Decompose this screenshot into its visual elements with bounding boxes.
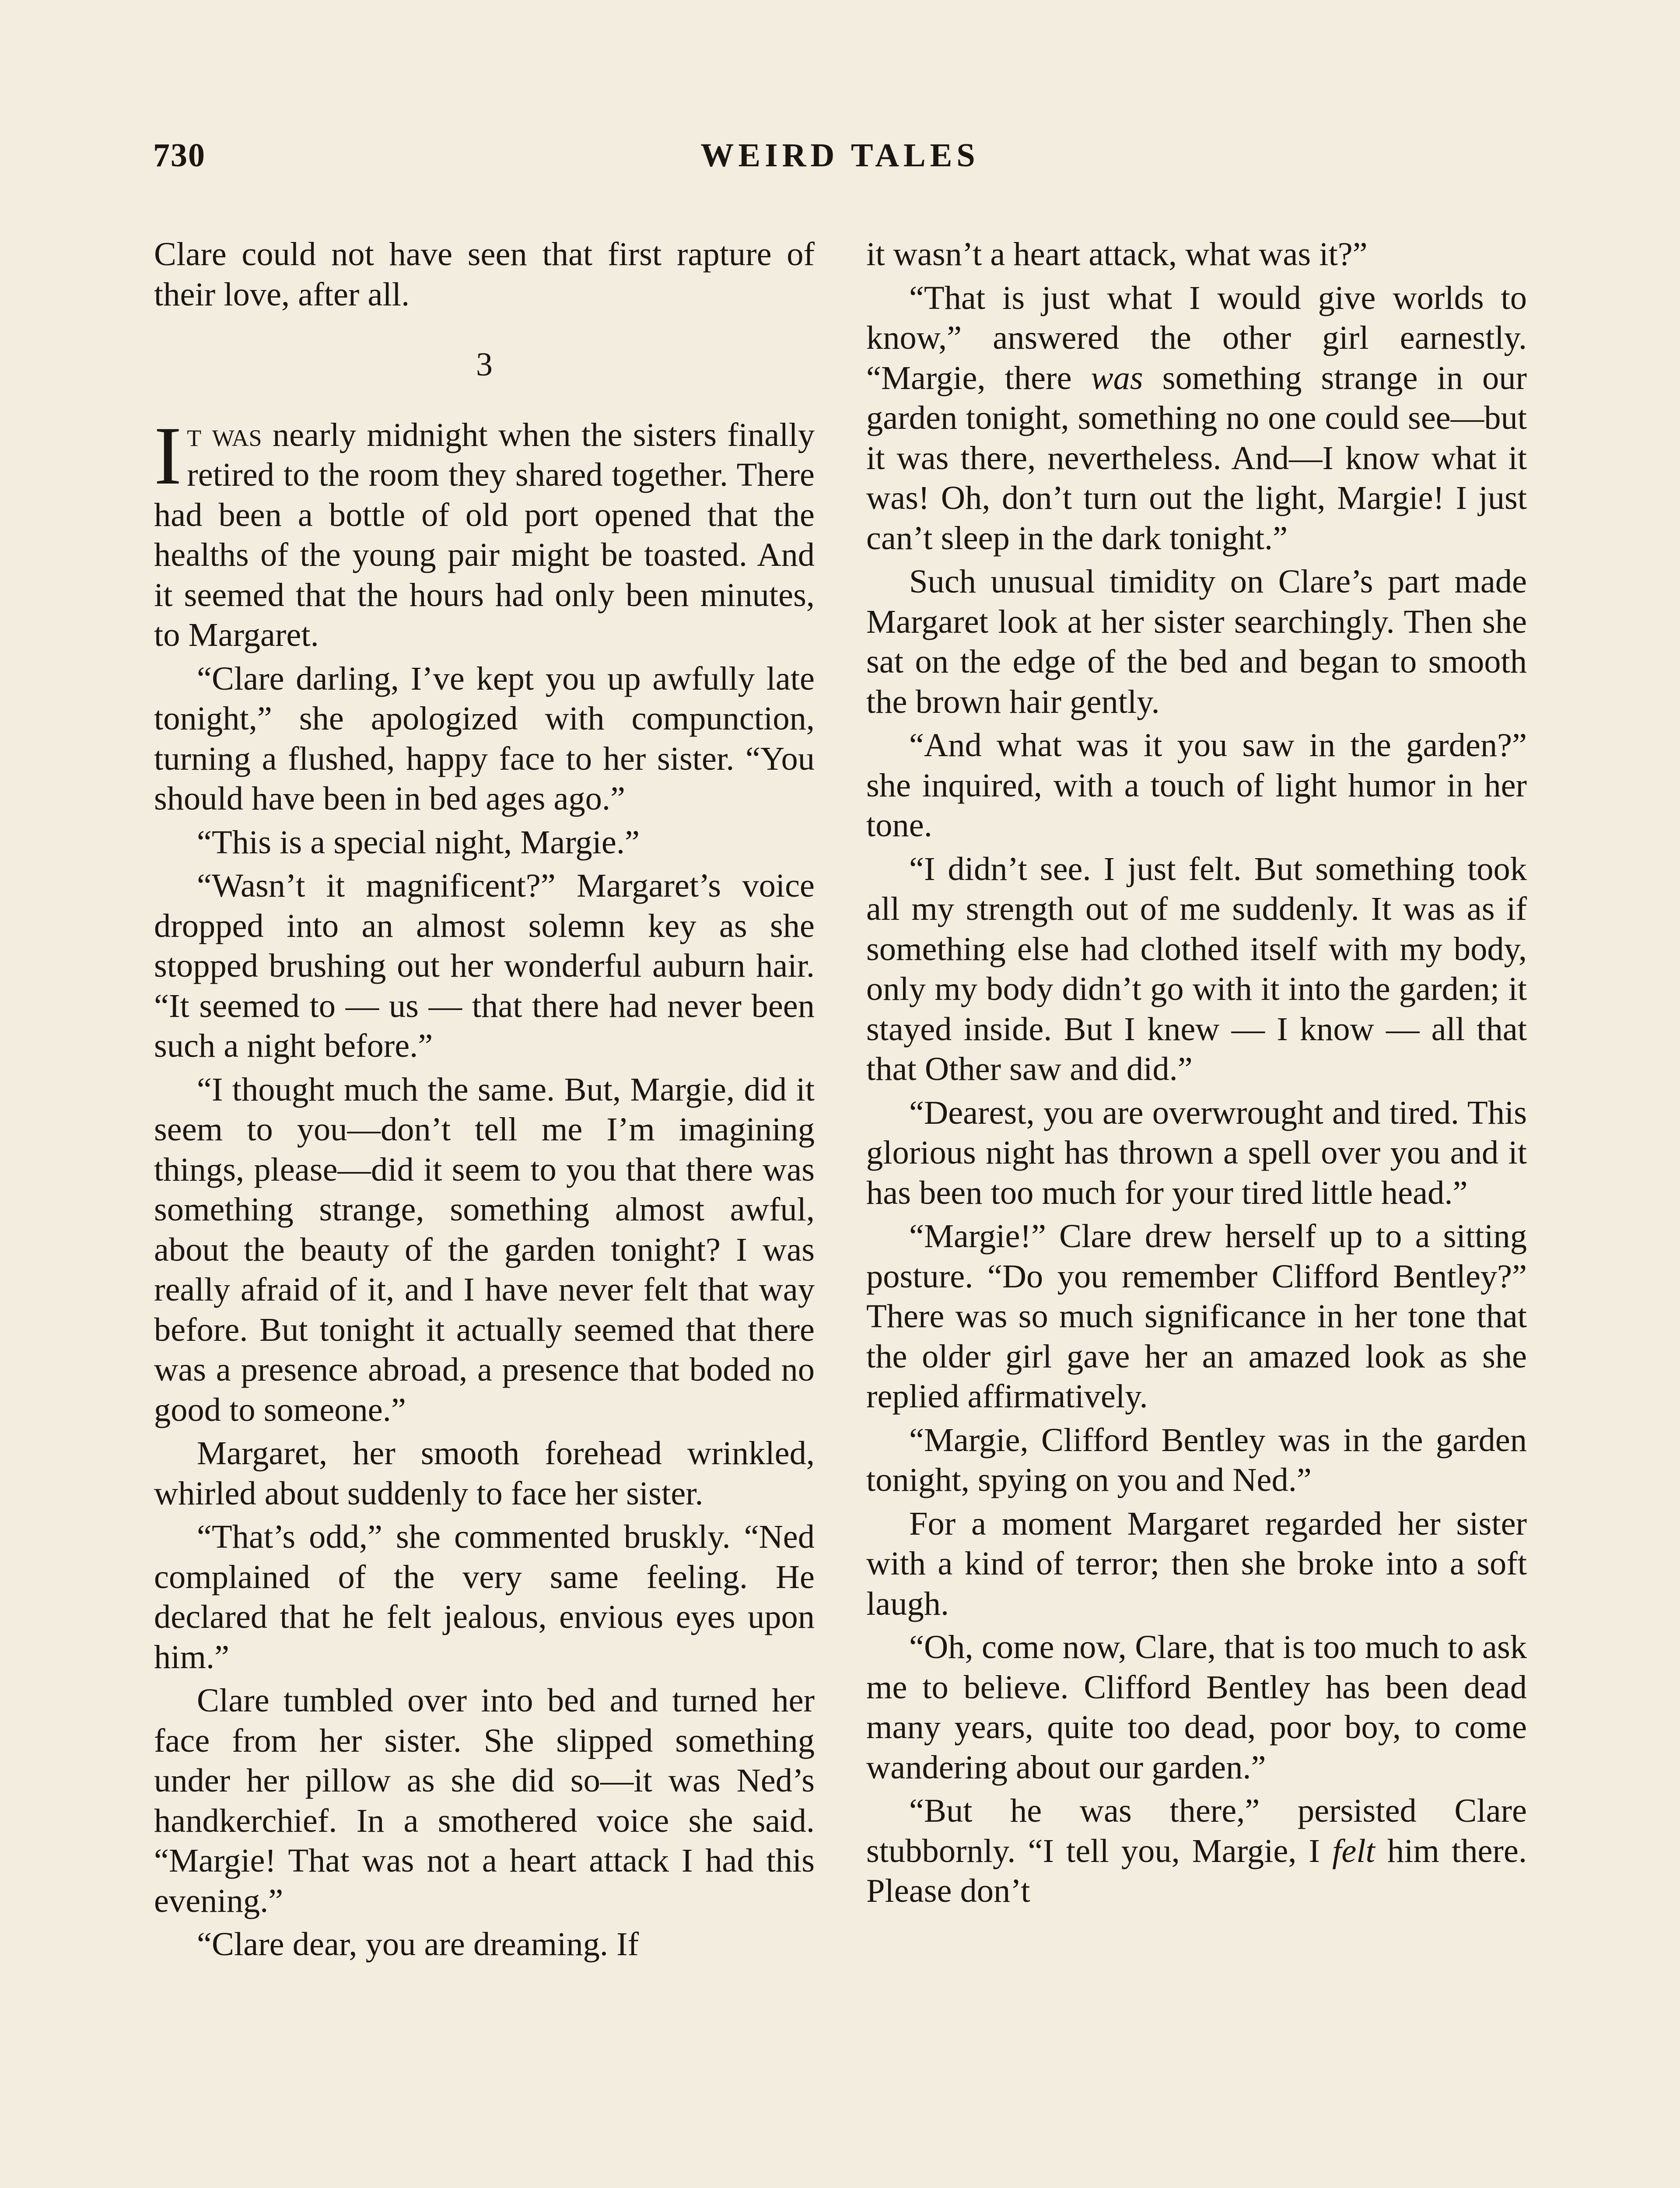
emphasis: felt	[1332, 1832, 1375, 1869]
right-column	[866, 234, 1527, 2188]
paragraph: Such unusual timidity on Clare’s part made Margaret look at her sister searchingly. Then she sat on the edge of the bed and began to smooth the brown hair gently.	[866, 563, 1527, 720]
drop-cap: I	[154, 410, 182, 502]
paragraph-text: “But he was there,” persisted Clare stubbornly. “I tell you, Margie, I	[866, 1792, 1527, 1869]
paragraph: For a moment Margaret regarded her sister with a kind of terror; then she broke into a soft laugh.	[866, 1504, 1527, 1622]
page-number: 730	[153, 137, 206, 174]
running-head: WEIRD TALES	[700, 137, 980, 174]
section-number: 3	[476, 346, 493, 383]
paragraph: Margaret, her smooth forehead wrinkled, whirled about suddenly to face her sister.	[154, 1434, 815, 1512]
paragraph	[866, 1791, 1527, 1911]
paragraph: Clare could not have seen that first rapture of their love, after all.	[154, 235, 815, 313]
paragraph: “Margie, Clifford Bentley was in the garden tonight, spying on you and Ned.”	[866, 1421, 1527, 1498]
paragraph: “Clare darling, I’ve kept you up awfully late tonight,” she apologized with compunction, turning a flushed, happy face to her sister. “You should have been in bed ages ago.”	[154, 659, 815, 817]
smallcaps-opening: t was	[187, 416, 262, 453]
paragraph-text: “That is just what I would give worlds to know,” answered the other girl earnestly. “Margie, there	[866, 279, 1527, 396]
paragraph: “And what was it you saw in the garden?” she inquired, with a touch of light humor in her tone.	[866, 726, 1527, 844]
paragraph-text: nearly midnight when the sisters finally retired to the room they shared together. There had been a bottle of old port opened that the healths of the young pair might be toasted. And it seemed that the hours had only been minutes, to Margaret.	[154, 416, 815, 653]
paragraph: “Margie!” Clare drew herself up to a sitting posture. “Do you remember Clifford Bentley?” There was so much significance in her tone that the older girl gave her an amazed look as she replied affirmatively.	[866, 1217, 1527, 1415]
paragraph: “Dearest, you are overwrought and tired. This glorious night has thrown a spell over you and it has been too much for your tired little head.”	[866, 1094, 1527, 1211]
paragraph: “Oh, come now, Clare, that is too much to ask me to believe. Clifford Bentley has been dead many years, quite too dead, poor boy, to come wandering about our garden.”	[866, 1628, 1527, 1786]
paragraph: “That’s odd,” she commented bruskly. “Ned complained of the very same feeling. He declared that he felt jealous, envious eyes upon him.”	[154, 1518, 815, 1676]
left-column	[154, 234, 815, 2188]
paragraph: “Wasn’t it magnificent?” Margaret’s voice dropped into an almost solemn key as she stopped brushing out her wonderful auburn hair. “It seemed to — us — that there had never been such a night before.”	[154, 867, 815, 1064]
paragraph-text: him there. Please don’t	[866, 1832, 1527, 1909]
paragraph-dropcap	[154, 410, 815, 655]
paragraph: it wasn’t a heart attack, what was it?”	[866, 235, 1368, 273]
paragraph: “I didn’t see. I just felt. But something took all my strength out of me suddenly. It was as if something else had clothed itself with my body, only my body didn’t go with it into the garden; it stayed inside. But I knew — I know — all that that Other saw and did.”	[866, 850, 1527, 1087]
paragraph	[866, 278, 1527, 558]
paragraph: “I thought much the same. But, Margie, did it seem to you—don’t tell me I’m imagining things, please—did it seem to you that there was something strange, something almost awful, about the beauty of the garden tonight? I was really afraid of it, and I have never felt that way before. But tonight it actually seemed that there was a presence abroad, a presence that boded no good to someone.”	[154, 1070, 815, 1428]
paragraph: “Clare dear, you are dreaming. If	[197, 1925, 639, 1963]
paragraph-text: something strange in our garden tonight, something no one could see—but it was there, nevertheless. And—I know what it was! Oh, don’t turn out the light, Margie! I just can’t sleep in the dark tonight.”	[866, 359, 1527, 557]
page-header	[153, 137, 1527, 180]
paragraph: “This is a special night, Margie.”	[197, 823, 640, 861]
emphasis: was	[1091, 359, 1143, 396]
paragraph: Clare tumbled over into bed and turned her face from her sister. She slipped something under her pillow as she did so—it was Ned’s handkerchief. In a smothered voice she said. “Margie! That was not a heart attack I had this evening.”	[154, 1682, 815, 1919]
